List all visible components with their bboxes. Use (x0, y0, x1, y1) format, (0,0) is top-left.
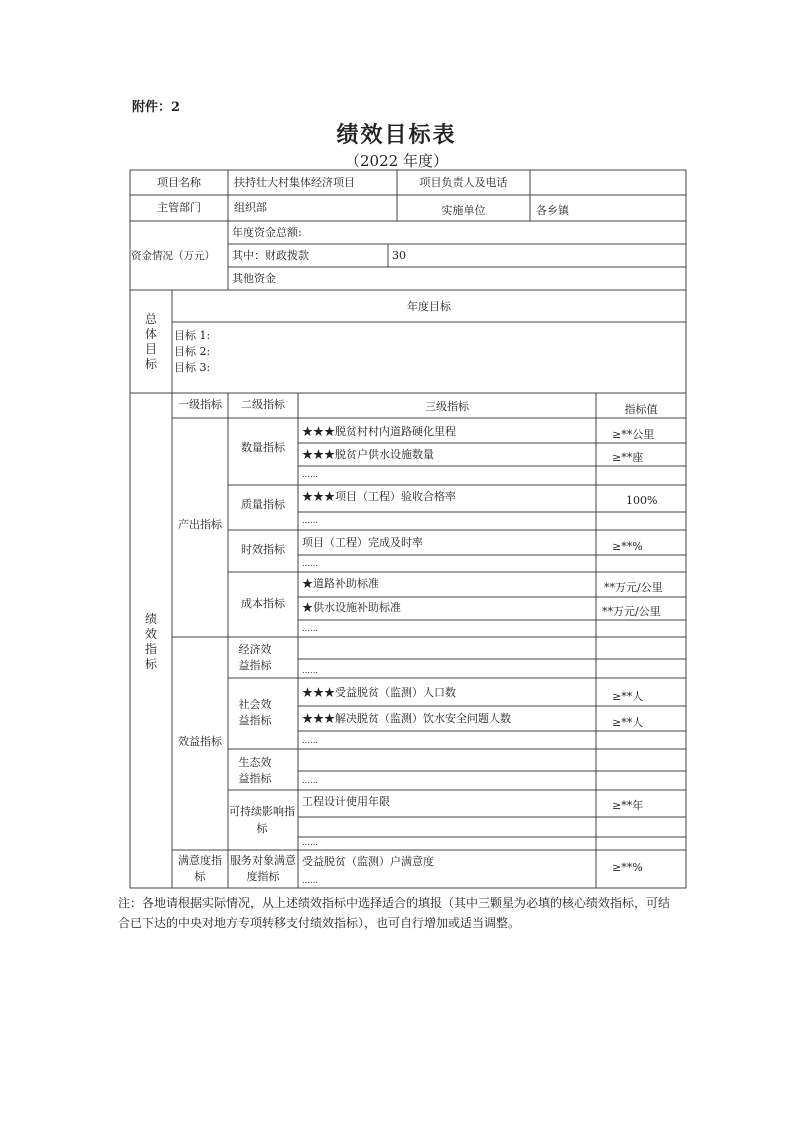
t1-value: ≥**% (612, 540, 643, 553)
t-dots: …… (302, 559, 318, 568)
s2-text: ★★★解决脱贫（监测）饮水安全问题人数 (302, 712, 511, 725)
goals-header: 年度目标 (407, 300, 451, 313)
impl-label: 实施单位 (441, 204, 486, 217)
ql1-text: ★★★项目（工程）验收合格率 (302, 490, 456, 503)
su-dots: …… (302, 838, 318, 847)
indicators-side-label: 绩效指标 (144, 612, 157, 671)
sa1-value: ≥**% (612, 861, 643, 874)
su1-text: 工程设计使用年限 (302, 795, 390, 808)
col-level2: 二级指标 (241, 398, 285, 411)
timely-label: 时效指标 (241, 543, 285, 556)
s1-value: ≥**人 (612, 690, 644, 703)
eco-dots: …… (302, 776, 318, 785)
project-name-label: 项目名称 (157, 176, 201, 189)
quality-label: 质量指标 (241, 498, 285, 511)
funds-total-label: 年度资金总额: (232, 226, 302, 239)
c-dots: …… (302, 624, 318, 633)
funds-label: 资金情况（万元） (131, 250, 215, 262)
goals-side-label: 总体目标 (144, 312, 157, 371)
q-dots: …… (302, 470, 318, 479)
year-subtitle: （2022 年度） (345, 152, 448, 170)
s-dots: …… (302, 736, 318, 745)
quantity-label: 数量指标 (241, 441, 285, 454)
c2-text: ★供水设施补助标准 (302, 601, 401, 614)
footnote: 注：各地请根据实际情况，从上述绩效指标中选择适合的填报（其中三颗星为必填的核心绩效指标，可结合已下达的中央对地方专项转移支付绩效指标），也可自行增加或适当调整。 (118, 896, 671, 930)
t1-text: 项目（工程）完成及时率 (302, 536, 423, 549)
sa1-text: 受益脱贫（监测）户满意度 (302, 855, 434, 868)
goal-3: 目标 3: (174, 361, 211, 374)
c2-value: **万元/公里 (602, 605, 661, 618)
impl-value: 各乡镇 (536, 204, 569, 217)
sustain-label: 可持续影响指标 (229, 805, 295, 835)
dept-value: 组织部 (234, 201, 267, 214)
c1-value: **万元/公里 (604, 581, 663, 594)
social-label: 社会效益指标 (238, 698, 272, 727)
goal-1: 目标 1: (174, 329, 211, 342)
project-name-value: 扶持壮大村集体经济项目 (234, 176, 355, 189)
sa-dots: …… (302, 876, 318, 885)
c1-text: ★道路补助标准 (302, 577, 379, 590)
output-label: 产出指标 (178, 518, 222, 531)
col-value: 指标值 (624, 403, 658, 416)
ql1-value: 100% (626, 494, 658, 507)
funds-other-label: 其他资金 (232, 272, 276, 285)
s1-text: ★★★受益脱贫（监测）人口数 (302, 686, 456, 699)
funds-fiscal-label: 其中：财政拨款 (232, 249, 309, 262)
econ-dots: …… (302, 666, 318, 675)
col-level3: 三级指标 (425, 400, 469, 413)
funds-fiscal-value: 30 (392, 249, 406, 262)
q1-value: ≥**公里 (612, 428, 655, 441)
q2-text: ★★★脱贫户供水设施数量 (302, 448, 434, 461)
satisfaction-label: 满意度指标 (178, 854, 222, 883)
q2-value: ≥**座 (612, 451, 644, 464)
q1-text: ★★★脱贫村村内道路硬化里程 (302, 425, 456, 438)
eco-label: 生态效益指标 (238, 756, 272, 785)
econ-label: 经济效益指标 (238, 643, 272, 672)
benefit-label: 效益指标 (178, 735, 222, 748)
page-title: 绩效目标表 (336, 122, 457, 148)
attachment-label: 附件：2 (132, 100, 181, 115)
s2-value: ≥**人 (612, 716, 644, 729)
su1-value: ≥**年 (612, 799, 644, 812)
col-level1: 一级指标 (178, 398, 222, 411)
leader-label: 项目负责人及电话 (419, 176, 508, 189)
service-label: 服务对象满意度指标 (230, 854, 296, 883)
dept-label: 主管部门 (157, 201, 201, 214)
goal-2: 目标 2: (174, 345, 211, 358)
cost-label: 成本指标 (241, 597, 285, 610)
ql-dots: …… (302, 516, 318, 525)
